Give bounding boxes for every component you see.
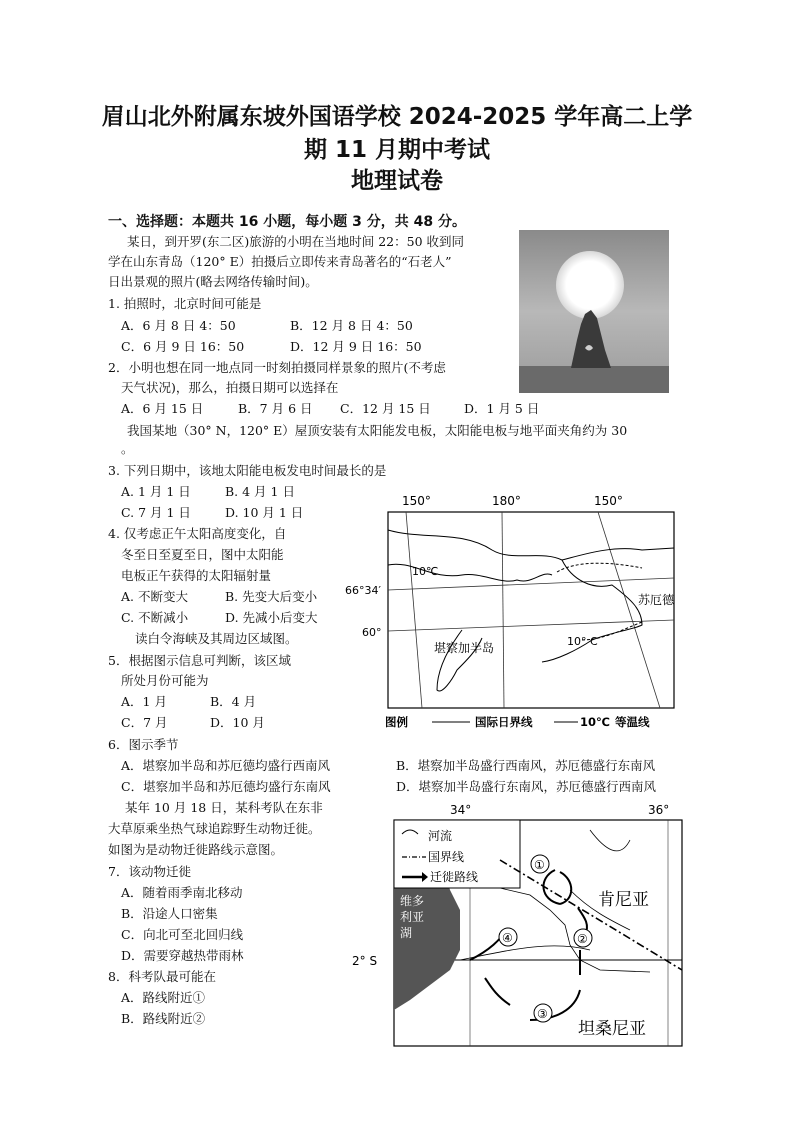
route-marker: ④: [502, 931, 513, 945]
option-6a: A．堪察加半岛和苏厄德均盛行西南风: [121, 758, 331, 773]
question-5-cont: 所处月份可能为: [121, 673, 209, 688]
option-1a: A．6 月 8 日 4：50: [121, 318, 236, 333]
option-6b: B．堪察加半岛盛行西南风，苏厄德盛行东南风: [396, 758, 656, 773]
exam-title-line1: 眉山北外附属东坡外国语学校 2024-2025 学年高二上学: [101, 104, 693, 130]
intro-text: 读白令海峡及其周边区域图。: [135, 631, 298, 646]
option-2d: D．1 月 5 日: [464, 401, 540, 416]
option-5b: B．4 月: [210, 694, 257, 709]
bering-strait-map: [342, 490, 692, 738]
legend-river: 河流: [428, 829, 453, 843]
lon-label: 34°: [450, 803, 472, 817]
option-4d: D. 先减小后变大: [225, 610, 318, 625]
option-6c: C．堪察加半岛和苏厄德均盛行东南风: [121, 779, 331, 794]
question-4-cont: 冬至日至夏至日，图中太阳能: [121, 547, 284, 562]
intro-text: 如图为是动物迁徙路线示意图。: [108, 842, 284, 857]
option-4a: A. 不断变大: [121, 589, 188, 604]
question-2: 2．小明也想在同一地点同一时刻拍摄同样景象的照片(不考虑: [108, 360, 446, 375]
lat-label: 66°34′: [345, 584, 381, 597]
section-heading: 一、选择题：本题共 16 小题，每小题 3 分，共 48 分。: [108, 214, 466, 230]
lake-label: 湖: [400, 926, 413, 940]
lon-label: 180°: [492, 494, 521, 508]
option-7a: A．随着雨季南北移动: [121, 885, 243, 900]
migration-route-map: [350, 800, 690, 1050]
question-1: 1. 拍照时，北京时间可能是: [108, 296, 262, 311]
isotherm-label: 10° C: [567, 635, 598, 648]
route-marker: ②: [577, 932, 588, 946]
lake-label: 利亚: [400, 910, 425, 924]
country-label: 肯尼亚: [598, 890, 649, 910]
intro-text: 某年 10 月 18 日，某科考队在东非: [125, 800, 323, 815]
country-label: 坦桑尼亚: [578, 1019, 646, 1039]
intro-text: 学在山东青岛（120° E）拍摄后立即传来青岛著名的“石老人”: [108, 254, 452, 269]
option-1b: B．12 月 8 日 4：50: [290, 318, 413, 333]
question-4-cont: 电板正午获得的太阳辐射量: [121, 568, 272, 583]
legend-isotherm: 等温线: [615, 715, 650, 729]
option-6d: D．堪察加半岛盛行东南风，苏厄德盛行西南风: [396, 779, 657, 794]
intro-text: 日出景观的照片(略去网络传输时间)。: [108, 274, 318, 289]
exam-title-line2: 期 11 月期中考试: [303, 137, 491, 163]
lon-label: 150°: [402, 494, 431, 508]
intro-text: 大草原乘坐热气球追踪野生动物迁徙。: [108, 821, 321, 836]
place-label: 苏厄德: [638, 593, 675, 607]
option-3c: C. 7 月 1 日: [121, 505, 191, 520]
option-3a: A. 1 月 1 日: [121, 484, 191, 499]
option-3b: B. 4 月 1 日: [225, 484, 295, 499]
option-7d: D．需要穿越热带雨林: [121, 948, 244, 963]
option-2a: A．6 月 15 日: [121, 401, 204, 416]
option-8b: B．路线附近②: [121, 1011, 206, 1026]
option-5c: C．7 月: [121, 715, 168, 730]
lon-label: 150°: [594, 494, 623, 508]
intro-text: 某日，到开罗(东二区)旅游的小明在当地时间 22：50 收到同: [127, 234, 465, 249]
option-8a: A．路线附近①: [121, 990, 206, 1005]
legend-border: 国界线: [428, 850, 465, 864]
exam-title-line3: 地理试卷: [351, 168, 443, 194]
legend-route: 迁徙路线: [430, 870, 479, 884]
option-1c: C．6 月 9 日 16：50: [121, 339, 245, 354]
option-4c: C. 不断减小: [121, 610, 189, 625]
question-8: 8．科考队最可能在: [108, 969, 216, 984]
option-5a: A．1 月: [121, 694, 167, 709]
question-6: 6．图示季节: [108, 737, 179, 752]
option-7c: C．向北可至北回归线: [121, 927, 244, 942]
route-marker: ①: [534, 858, 545, 872]
question-7: 7．该动物迁徙: [108, 864, 191, 879]
route-marker: ③: [537, 1007, 548, 1021]
question-5: 5．根据图示信息可判断，该区域: [108, 653, 291, 668]
lon-label: 36°: [648, 803, 670, 817]
option-2c: C．12 月 15 日: [340, 401, 431, 416]
intro-text: 我国某地（30° N，120° E）屋顶安装有太阳能发电板，太阳能电板与地平面夹角约为 30: [127, 423, 628, 438]
lat-label: 60°: [362, 626, 382, 639]
option-1d: D．12 月 9 日 16：50: [290, 339, 422, 354]
legend-isotherm-value: 10℃: [580, 715, 610, 729]
option-7b: B．沿途人口密集: [121, 906, 218, 921]
legend-title: 图例: [385, 715, 408, 729]
option-5d: D．10 月: [210, 715, 265, 730]
lat-label: 2° S: [352, 954, 378, 968]
sunrise-rock-photo: [519, 230, 669, 393]
question-2-cont: 天气状况)，那么，拍摄日期可以选择在: [121, 380, 339, 395]
place-label: 堪察加半岛: [434, 641, 495, 655]
question-4: 4. 仅考虑正午太阳高度变化，自: [108, 526, 287, 541]
intro-text: 。: [121, 441, 134, 456]
isotherm-label: 10℃: [412, 565, 439, 578]
option-3d: D. 10 月 1 日: [225, 505, 304, 520]
lake-label: 维多: [400, 894, 425, 908]
legend-dateline: 国际日界线: [475, 715, 533, 729]
option-2b: B．7 月 6 日: [238, 401, 313, 416]
question-3: 3. 下列日期中，该地太阳能电板发电时间最长的是: [108, 463, 387, 478]
option-4b: B. 先变大后变小: [225, 589, 318, 604]
